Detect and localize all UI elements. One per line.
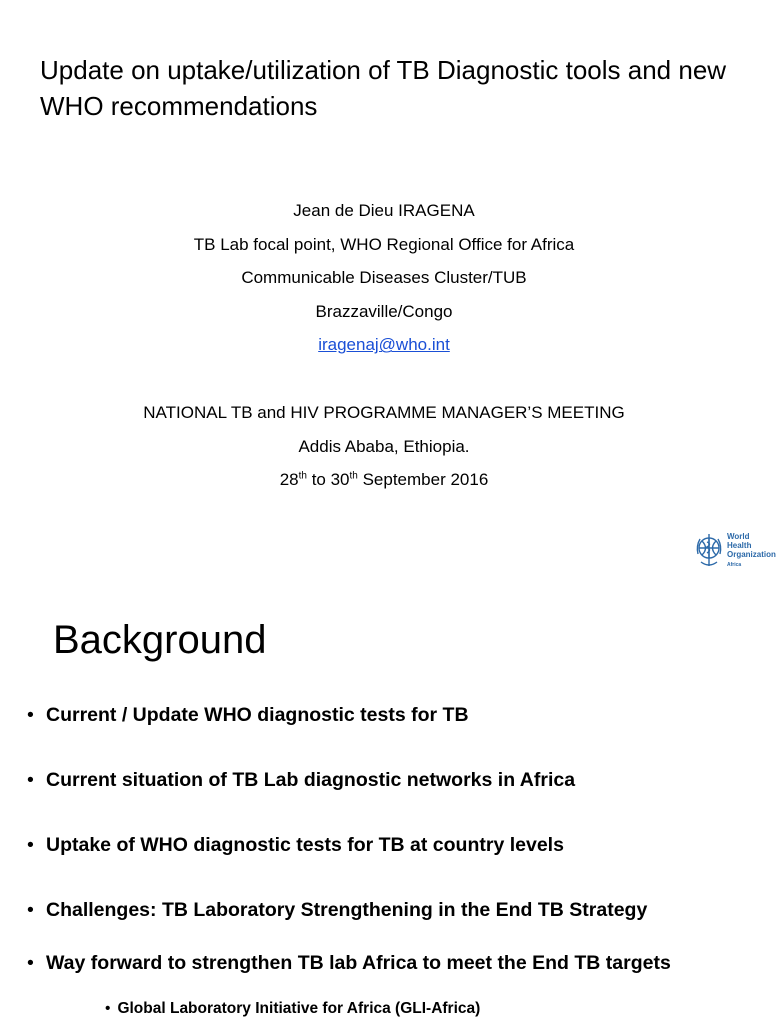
meeting-block [0, 396, 768, 497]
slide-title-heading: Update on uptake/utilization of TB Diagnostic tools and new WHO recommendations [40, 55, 727, 121]
presenter-email-link[interactable]: iragenaj@who.int [318, 335, 450, 355]
who-logo-text [727, 532, 776, 570]
who-logo-line1: World Health [727, 532, 752, 550]
meeting-place: Addis Ababa, Ethiopia. [298, 436, 470, 456]
slide-background: Background • Current / Update WHO diagnostic tests for TB • Current situation of TB Lab diagnostic networks in Africa • Uptake of WHO diagnostic tests for TB at country levels • Challenges: TB Laboratory Strengthening in the End TB Strategy • Way forward to strengthen TB lab Africa to meet the End TB targets • Global Laboratory Initiative for Africa (GLI-Africa) [0, 578, 768, 1024]
background-heading: Background [53, 618, 267, 662]
presenter-location: Brazzaville/Congo [315, 301, 453, 321]
meeting-name: NATIONAL TB and HIV PROGRAMME MANAGER’S MEETING [143, 403, 625, 422]
presenter-name: Jean de Dieu IRAGENA [293, 201, 475, 220]
presenter-role: TB Lab focal point, WHO Regional Office for Africa [193, 234, 575, 254]
meeting-date: 28th to 30th September 2016 [279, 470, 489, 490]
who-logo-line2: Organization [727, 550, 776, 559]
who-emblem-icon [694, 532, 724, 570]
presenter-cluster: Communicable Diseases Cluster/TUB [241, 268, 527, 288]
presenter-block [0, 194, 768, 362]
who-logo [694, 532, 776, 570]
sub-bullet-item: • Global Laboratory Initiative for Africa (GLI-Africa) [105, 1000, 481, 1017]
who-logo-region: Africa [727, 562, 742, 568]
